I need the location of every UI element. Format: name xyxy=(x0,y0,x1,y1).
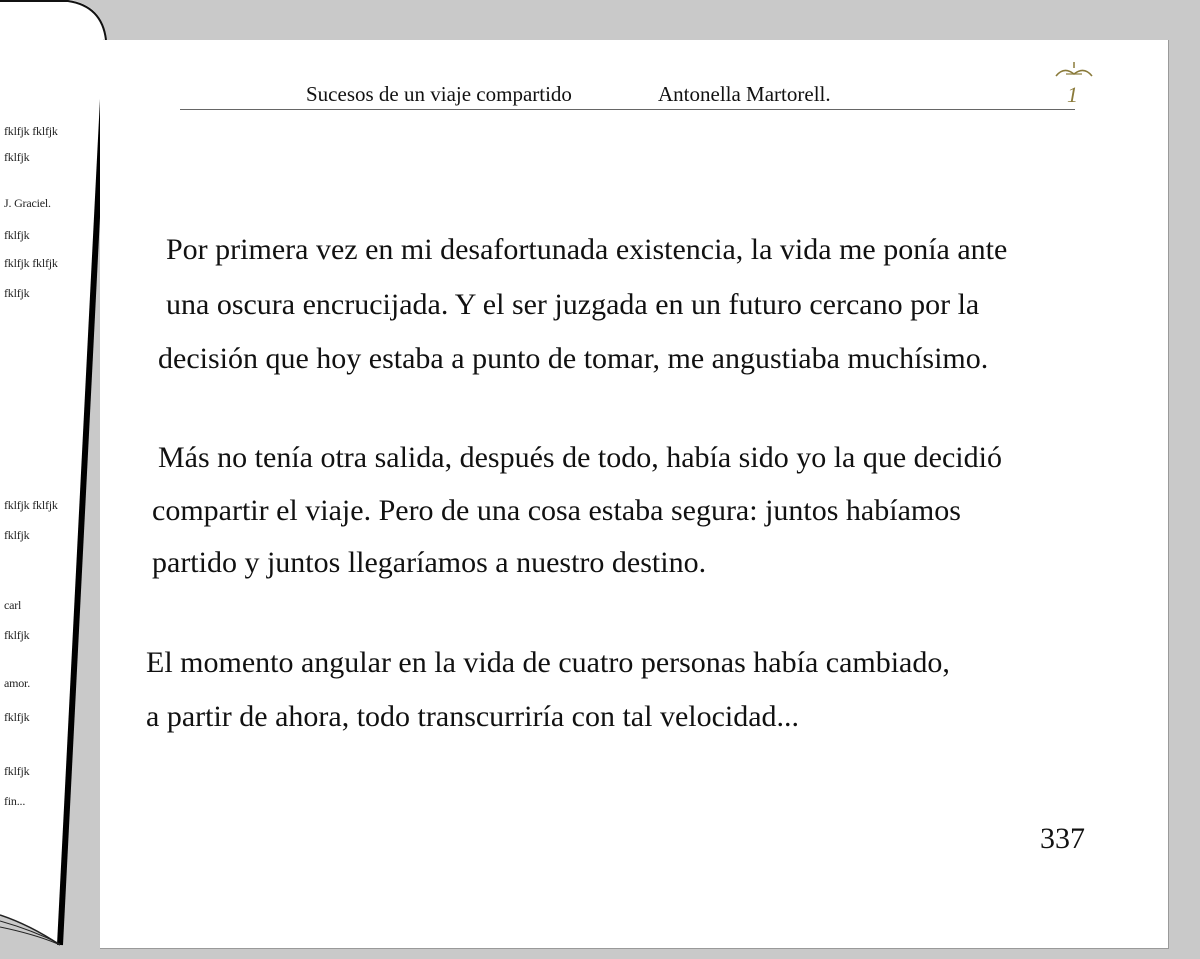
margin-note: amor. xyxy=(4,676,30,690)
chapter-number: 1 xyxy=(1067,82,1078,107)
margin-note: fin... xyxy=(4,794,26,808)
margin-note: fklfjk xyxy=(4,764,30,778)
margin-note: fklfjk fklfjk xyxy=(4,498,58,512)
margin-note: carl xyxy=(4,598,22,612)
paragraph-2-line-3: partido y juntos llegaríamos a nuestro destino. xyxy=(152,546,707,579)
header-rule xyxy=(180,109,1075,110)
paragraph-1-line-3: decisión que hoy estaba a punto de tomar, me angustiaba muchísimo. xyxy=(158,342,989,375)
page-curl-graphic xyxy=(0,0,110,959)
margin-note: fklfjk xyxy=(4,228,30,242)
chapter-mark xyxy=(1052,60,1096,108)
margin-note: fklfjk xyxy=(4,286,30,300)
margin-note: fklfjk fklfjk xyxy=(4,256,58,270)
margin-note: fklfjk xyxy=(4,628,30,642)
paragraph-2-line-2: compartir el viaje. Pero de una cosa estaba segura: juntos habíamos xyxy=(152,494,961,527)
running-header-title: Sucesos de un viaje compartido xyxy=(306,82,572,106)
page-number: 337 xyxy=(1040,822,1085,855)
chapter-ornament-icon xyxy=(1052,60,1096,108)
margin-note: fklfjk xyxy=(4,150,30,164)
paragraph-3-line-1: El momento angular en la vida de cuatro personas había cambiado, xyxy=(146,646,950,679)
margin-note: fklfjk xyxy=(4,528,30,542)
paragraph-2-line-1: Más no tenía otra salida, después de todo, había sido yo la que decidió xyxy=(158,441,1002,474)
paragraph-3-line-2: a partir de ahora, todo transcurriría con tal velocidad... xyxy=(146,700,800,733)
running-header-author: Antonella Martorell. xyxy=(658,82,831,106)
margin-note: fklfjk fklfjk xyxy=(4,124,58,138)
margin-note: J. Graciel. xyxy=(4,196,51,210)
paragraph-1-line-2: una oscura encrucijada. Y el ser juzgada en un futuro cercano por la xyxy=(166,288,980,321)
margin-note: fklfjk xyxy=(4,710,30,724)
paragraph-1-line-1: Por primera vez en mi desafortunada existencia, la vida me ponía ante xyxy=(166,233,1008,266)
previous-page-edge xyxy=(0,0,110,959)
